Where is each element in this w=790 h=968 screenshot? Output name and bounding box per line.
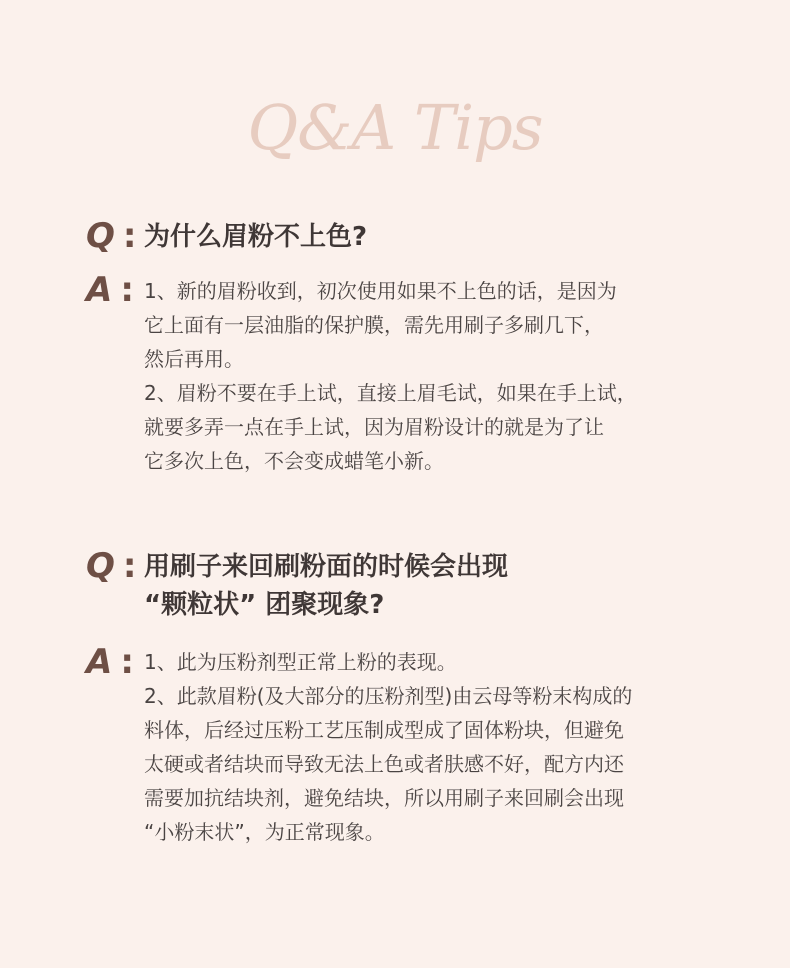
- answer-line: 它上面有一层油脂的保护膜，需先用刷子多刷几下，: [144, 313, 604, 337]
- question-marker-1: [86, 216, 137, 256]
- colon: :: [122, 546, 137, 586]
- answer-line: 就要多弄一点在手上试，因为眉粉设计的就是为了让: [144, 415, 604, 439]
- answer-line: “小粉末状”，为正常现象。: [144, 820, 385, 844]
- question-line: 为什么眉粉不上色?: [144, 222, 368, 252]
- answer-2: [144, 645, 632, 849]
- answer-1: [144, 274, 637, 478]
- answer-line: 2、眉粉不要在手上试，直接上眉毛试，如果在手上试，: [144, 381, 637, 405]
- question-marker-2: [86, 546, 137, 586]
- question-line: 用刷子来回刷粉面的时候会出现: [144, 552, 509, 582]
- a-letter: A: [86, 270, 113, 310]
- answer-line: 太硬或者结块而导致无法上色或者肤感不好，配方内还: [144, 752, 624, 776]
- colon: :: [120, 270, 134, 310]
- answer-line: 料体，后经过压粉工艺压制成型成了固体粉块，但避免: [144, 718, 624, 742]
- a-letter: A: [86, 642, 113, 682]
- q-letter: Q: [86, 546, 115, 586]
- answer-line: 1、此为压粉剂型正常上粉的表现。: [144, 650, 457, 674]
- answer-line: 2、此款眉粉(及大部分的压粉剂型)由云母等粉末构成的: [144, 684, 633, 708]
- answer-line: 1、新的眉粉收到，初次使用如果不上色的话，是因为: [144, 279, 617, 303]
- page-title: Q&A Tips: [247, 91, 543, 164]
- answer-marker-2: [86, 642, 134, 682]
- q-letter: Q: [86, 216, 115, 256]
- question-1: [144, 218, 367, 256]
- answer-line: 需要加抗结块剂，避免结块，所以用刷子来回刷会出现: [144, 786, 624, 810]
- colon: :: [120, 642, 134, 682]
- question-line: “颗粒状” 团聚现象?: [144, 590, 385, 620]
- question-2: [144, 548, 508, 624]
- answer-marker-1: [86, 270, 134, 310]
- answer-line: 然后再用。: [144, 347, 244, 371]
- answer-line: 它多次上色，不会变成蜡笔小新。: [144, 449, 444, 473]
- colon: :: [122, 216, 137, 256]
